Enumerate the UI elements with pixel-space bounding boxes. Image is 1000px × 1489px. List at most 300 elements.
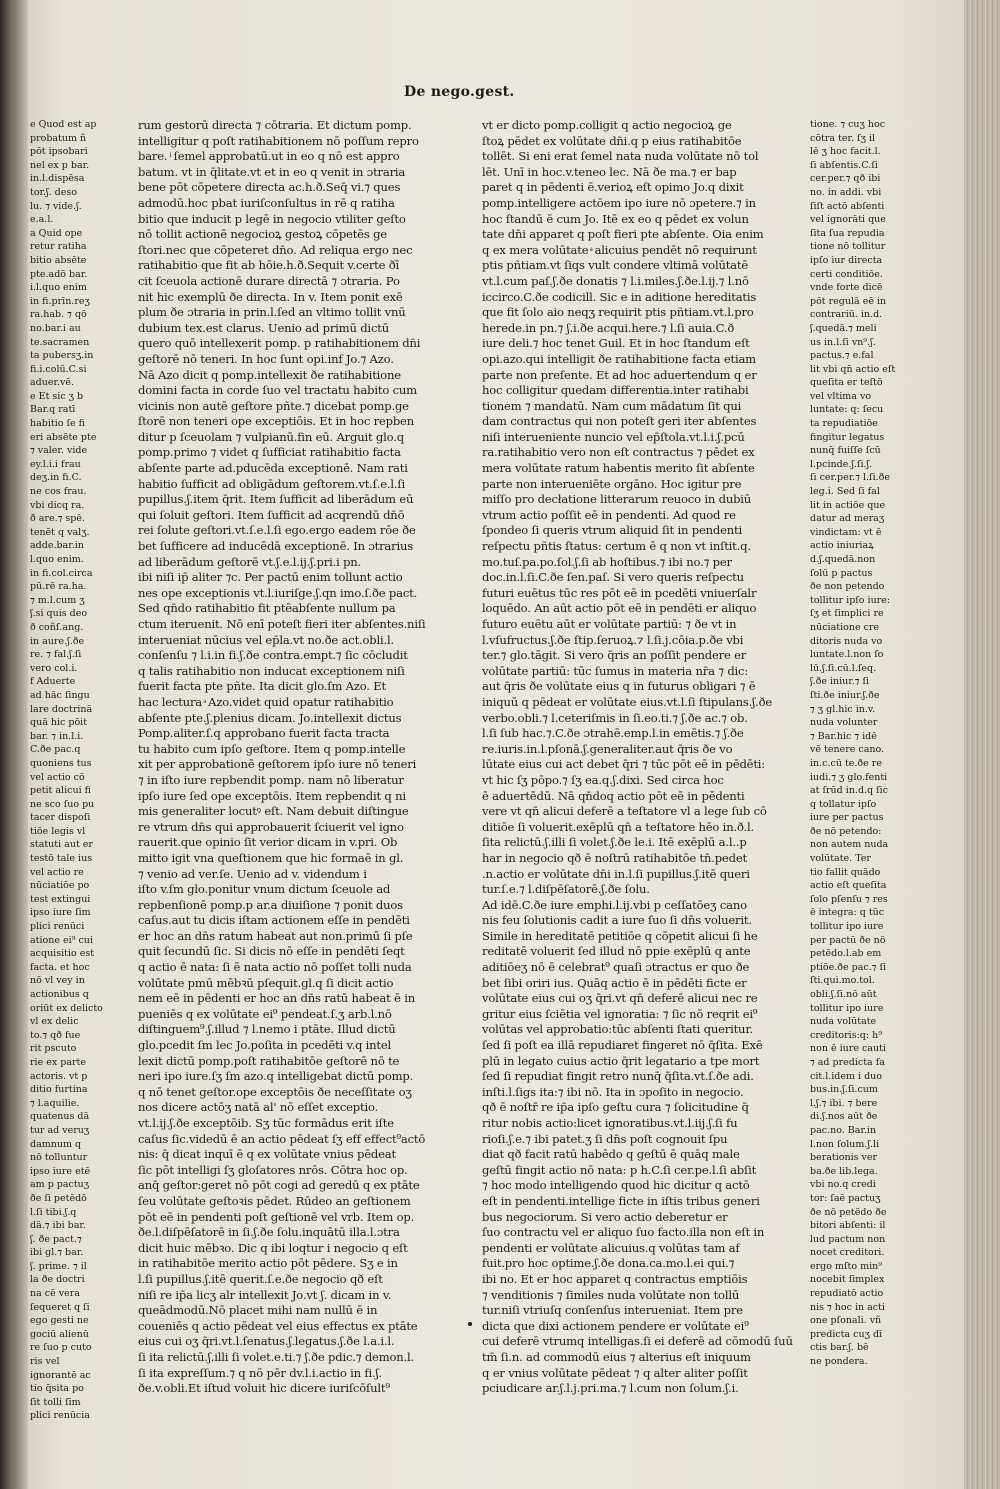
text-line: pōt eē in pendenti poſt geſtionē vel vrb. Item op.	[138, 1209, 415, 1224]
gloss-line: ſti.ðe iniur.ʃ.ðe	[810, 689, 880, 701]
book-spine-edge	[0, 0, 28, 1489]
text-line: vt.l.ij.ʃ.ðe exceptōib. Sʒ tūc formādus erit iſte	[138, 1116, 394, 1130]
gloss-line: nis ⁊ hoc in acti	[810, 1301, 885, 1313]
text-line: conſenſu ⁊ l.i.in fi.ʃ.ðe contra.empt.⁊ ſic cōcludit	[138, 648, 408, 663]
gloss-line: pōt ipsobari	[30, 146, 88, 158]
text-line: re.iuris.in.l.pſonā.ʃ.generaliter.aut q̄ris ðe vo	[482, 741, 733, 756]
gloss-line: ne sco ſuo pu	[30, 798, 95, 810]
gloss-line: retur ratiha	[30, 241, 87, 253]
text-line: abſente parte ad.pducēda exceptionē. Nam rati	[138, 461, 408, 476]
gloss-line: pū.rē ra.ha.	[30, 581, 87, 593]
text-line: ditur p ſceuolam ⁊ vulpianū.fin eū. Arguit glo.q	[138, 429, 404, 444]
gloss-line: berationis ver	[810, 1152, 878, 1164]
text-line: vt hic ſʒ pōpo.⁊ ſʒ ea.q.ʃ.dixi. Sed circa hoc	[482, 772, 724, 787]
text-line: futuro euētu aūt er volūtate partiū: ⁊ ðe vt in	[482, 617, 737, 631]
text-line: gritur eius ſciētia vel ignoratia: ⁊ ſic nō reqrit ei⁹	[482, 1006, 758, 1021]
text-line: q actio ē nata: ſi ē nata actio nō poſſet tolli nuda	[138, 960, 412, 975]
gloss-line: actoris. vt p	[30, 1070, 88, 1082]
text-line: tate dn̄i apparet q poſt fieri pte abſente. Oia enim	[482, 227, 764, 242]
gloss-line: cer.per.⁊ qð ibi	[810, 173, 881, 185]
gloss-line: di.ʃ.nos aūt ðe	[810, 1111, 878, 1123]
text-line: Simile in hereditatē petitiōe q cōpetit alicui ſi he	[482, 928, 758, 943]
gloss-line: in fi.col.circa	[30, 567, 93, 579]
gloss-line: ego gesti ne	[30, 1315, 89, 1327]
gloss-line: ba.ðe lib.lega.	[810, 1165, 878, 1177]
text-line: bet ſufficere ad inducēdā exceptionē. In ɔtrarius	[138, 539, 413, 554]
text-line: parte non interueniēte orgāno. Hoc igitur pre	[482, 476, 742, 491]
gloss-line: datur ad meraʒ	[810, 513, 885, 525]
gloss-line: creditoris:q: h⁹	[810, 1029, 883, 1041]
gloss-line: bus.in.ʃ.ſi.cum	[810, 1084, 878, 1096]
text-line: Pomp.aliter.ſ.q approbano fuerit facta tracta	[138, 726, 390, 741]
text-line: ctum iteruenit. Nō enī poteſt fieri iter abſentes.niſi	[138, 617, 426, 631]
text-line: ſi ita expreſſum.⁊ q nō pēr dv.l.i.actio in fi.ʃ.	[138, 1365, 382, 1380]
gloss-line: C.ðe pac.q	[30, 744, 81, 756]
text-line: pomp.intelligere actōem ipo iure nō ɔpetere.⁊ in	[482, 195, 756, 210]
gloss-line: lē ʒ hoc facit.l.	[810, 146, 881, 158]
text-line: q er vnius volūtate pēdeat ⁊ q alter aliter poſſit	[482, 1365, 748, 1380]
gloss-line: ergo mſto min⁹	[810, 1260, 883, 1272]
gloss-line: ſi cer.per.⁊ l.ſi.ðe	[810, 472, 890, 484]
gloss-line: ʃ. ðe pact.⁊	[30, 1233, 82, 1245]
text-line: ſtorē non teneri ope exceptiōis. Et in hoc repben	[138, 414, 414, 429]
text-line: ⁊ in iſto iure repbendit pomp. nam nō liberatur	[138, 772, 404, 787]
gloss-line: acquisitio est	[30, 948, 95, 960]
text-line: dicta que dixi actionem pendere er volūtate ei⁹	[482, 1318, 749, 1333]
gloss-line: te.sacramen	[30, 336, 90, 348]
gloss-line: e Et sic ʒ b	[30, 390, 84, 402]
gloss-line: aduer.vē.	[30, 377, 75, 389]
text-line: dam contractus qui non poteſt geri iter abſentes	[482, 414, 757, 429]
gloss-line: leg.i. Sed ſi fal	[810, 486, 880, 498]
gloss-line: nūciatiōe po	[30, 880, 90, 892]
gloss-line: queſita er teſtō	[810, 377, 883, 389]
text-line: mera volūtate ratum habentis merito ſit abſente	[482, 461, 755, 476]
text-line: rauerit.que opinio ſit verior dicam in v.pri. Ob	[138, 835, 398, 850]
text-line: inſti.l.ſigs ita:⁊ ibi nō. Ita in ɔpoſito in negocio.	[482, 1084, 744, 1099]
gloss-line: pac.no. Bar.in	[810, 1124, 877, 1136]
gloss-line: ey.l.i.i frau	[30, 458, 81, 470]
gloss-line: vel actio re	[30, 866, 84, 878]
gloss-line: lū.ʃ.ſi.cū.l.ſeq.	[810, 662, 877, 674]
gloss-line: at ſrūd in.d.q ſic	[810, 785, 889, 797]
text-line: vtrum actio poſſit eē in pendenti. Ad quod re	[482, 507, 736, 522]
ink-dot	[468, 1322, 472, 1326]
text-line: iccirco.C.ðe codicill. Sic e in aditione hereditatis	[482, 289, 757, 304]
gloss-line: non ē iure cauti	[810, 1043, 886, 1055]
gloss-line: tor: ſaē pactuʒ	[810, 1192, 881, 1204]
gloss-line: pactus.⁊ e.fal	[810, 350, 874, 362]
gloss-line: ðe ſi petēdō	[30, 1192, 87, 1204]
gloss-line: a Quid ope	[30, 227, 83, 239]
text-line: plum ðe ɔtraria in prin.l.ſed an vltimo tollit vnū	[138, 305, 406, 320]
gloss-line: habitio ſe fi	[30, 418, 85, 430]
gloss-line: luntate.l.non ſo	[810, 649, 884, 661]
text-line: ritur nobis actio:licet ignoratibus.vt.l.iij.ʃ.ſi fu	[482, 1116, 738, 1130]
gloss-line: nel ex p bar.	[30, 159, 90, 171]
gloss-line: re. ⁊ fal.ʃ.ſi	[30, 649, 82, 661]
text-line: diat qð facit ratū habēdo q geſtū ē quāq male	[482, 1147, 740, 1162]
gloss-line: lit vbi qn̄ actio eſt	[810, 363, 896, 375]
gloss-line: ptiōe.ðe pac.⁊ ſi	[810, 961, 887, 973]
gloss-line: ſti.qui.mo.tol.	[810, 975, 875, 987]
text-line: er hoc an dn̄s ratum habeat aut non.primū ſi pſe	[138, 928, 413, 943]
text-line: dubium tex.est clarus. Uenio ad primū dictū	[138, 320, 389, 335]
text-line: tur.niſi vtriuſq conſenſus interueniat. Item pre	[482, 1303, 743, 1318]
text-line: re vtrum dn̄s qui approbauerit ſciuerit vel igno	[138, 819, 404, 834]
text-line: mis generaliter locutꝰ eſt. Nam debuit diſtingue	[138, 804, 409, 819]
text-line: tm̄ ſi.n. ad commodū eius ⁊ alterius eſt iniquum	[482, 1349, 751, 1364]
text-line: nis feu ſolutionis cadit a iure ſuo ſi dn̄s voluerit.	[482, 913, 752, 928]
gloss-line: plici renūci	[30, 921, 85, 933]
gloss-line: ʃ.ðe iniur.⁊ ſi	[810, 676, 870, 688]
text-line: Ad idē.C.ðe iure emphi.l.ij.vbi p ceſſatōeʒ cano	[482, 897, 747, 912]
gloss-line: f Aduerte	[30, 676, 76, 688]
text-line: reſpectu pñtis ſtatus: certum ē q non vt inſtit.q.	[482, 539, 751, 554]
text-line: plū in legato cuius actio q̄rit legatario a tpe mort	[482, 1053, 760, 1068]
text-line: habitio ſufficit ad obligādum geſtorem.vt.ſ.e.l.ſi	[138, 476, 405, 491]
gloss-line: re ſuo p cuto	[30, 1342, 92, 1354]
gloss-line: lare doctrinā	[30, 703, 93, 715]
text-line: domini facta in corde ſuo vel tractatu habito cum	[138, 383, 417, 398]
text-line: quit ſecundū ſic. Si dicis nō eſſe in pendēti ſeqt	[138, 944, 405, 959]
text-line: geſtorē nō teneri. In hoc ſunt opi.inf Jo.⁊ Azo.	[138, 351, 394, 366]
gloss-line: ⁊ m.l.cum ʒ	[30, 594, 85, 606]
gloss-line: deʒ.in fi.C.	[30, 472, 82, 484]
gloss-line: lu. ⁊ vide.ʃ.	[30, 200, 82, 212]
gloss-line: dā.⁊ ibi bar.	[30, 1220, 86, 1232]
text-line: ter.⁊ glo.tāgit. Si vero q̄ris an poſſit pendere er	[482, 648, 747, 663]
text-line: admodū.hoc pbat iuriſconſultus in rē q ratiha	[138, 195, 395, 210]
text-line: har in negocio qð ē noſtrū ratihabitōe tn̄.pedet	[482, 850, 747, 865]
gloss-line: ibi gl.⁊ bar.	[30, 1247, 84, 1259]
text-line: Nā Azo dicit q pomp.intellexit ðe ratihabitione	[138, 367, 401, 382]
text-line: miſſo pro decłatione litterarum reuoco in dubiū	[482, 492, 752, 507]
text-line: repbenſionē pomp.p ar.a diuiſione ⁊ ponit duos	[138, 897, 403, 912]
gloss-line: oriūt ex delicto	[30, 1002, 103, 1014]
text-line: dicit huic mēbꝛo. Dic q ibi loqtur i negocio q eſt	[138, 1240, 408, 1255]
gloss-line: ditio furtina	[30, 1084, 88, 1096]
text-line: l.ſi pupillus.ʃ.itē querit.ſ.e.ðe negocio qð eſt	[138, 1271, 383, 1286]
gloss-line: actionibus q	[30, 989, 89, 1000]
gloss-line: nō vl vey in	[30, 975, 85, 987]
running-head: De nego.gest.	[404, 84, 515, 100]
gloss-line: to.⁊ qð fue	[30, 1029, 81, 1041]
text-line: pueniēs q ex volūtate ei⁹ pendeat.ſ.ʒ arb.l.nō	[138, 1006, 392, 1021]
gloss-line: l.quo enim.	[30, 554, 84, 565]
text-line: nis: q̄ dicat inquī ē q ex volūtate vnius pēdeat	[138, 1147, 396, 1162]
gloss-line: pōt regulā eē in	[810, 295, 887, 307]
gloss-line: ðe non petendo	[810, 581, 885, 593]
gloss-line: probatum ñ	[30, 132, 87, 144]
gloss-line: l.ʃ.⁊ ibi. ⁊ bere	[810, 1097, 878, 1109]
text-line: interueniat nūcius vel ep̄la.vt no.ðe act.obli.l.	[138, 632, 395, 647]
gloss-line: ſi abſentis.C.ſi	[810, 159, 878, 171]
text-line: ratihabitio que fit ab hōie.h.ð.Sequit v.certe ðī	[138, 258, 400, 273]
gloss-line: no. in addi. vbi	[810, 186, 882, 198]
gloss-line: tur ad veruʒ	[30, 1124, 90, 1136]
text-line: bare. ͥ ſemel approbatū.ut in eo q nō est appro	[138, 149, 400, 164]
text-line: opi.azo.qui intelligit ðe ratihabitione facta etiam	[482, 351, 756, 366]
gloss-line: certi conditiōe.	[810, 268, 883, 280]
text-line: iure deli.⁊ hoc tenet Guil. Et in hoc ſtandum eſt	[482, 336, 750, 351]
text-line: abſente pte.ʃ.plenius dicam. Jo.intellexit dictus	[138, 710, 402, 725]
gloss-line: nuda volunter	[810, 717, 878, 729]
gloss-line: ē integra: q tūc	[810, 907, 885, 919]
gloss-line: petēdo.l.ab em	[810, 948, 882, 960]
gloss-line: vel actio cō	[30, 771, 85, 783]
text-line: lūtate eius cui act debet q̄ri ⁊ tūc pōt eē in pēdēti:	[482, 757, 765, 772]
text-line: quero quō intellexerit pomp. p ratihabitionem dn̄i	[138, 336, 421, 351]
gloss-line: statuti aut er	[30, 839, 93, 851]
gloss-line: la ðe doctri	[30, 1274, 85, 1286]
text-line: ſed ſi poſt ea illā repudiaret fingeret nō q̄ſita. Exē	[482, 1038, 763, 1053]
gloss-line: tione nō tollitur	[810, 241, 886, 253]
gloss-line: ipso iure ſim	[30, 907, 91, 919]
text-line: ibi niſi ip̄ aliter ⁊c. Per pactū enim tollunt actio	[138, 570, 403, 585]
text-line: ſuo contractu vel er aliquo ſuo facto.illa non eſt in	[482, 1225, 765, 1240]
gloss-line: am p pactuʒ	[30, 1179, 90, 1191]
gloss-line: ⁊ l.aquilie.	[30, 1097, 80, 1109]
right-margin-gloss	[810, 118, 922, 1369]
gloss-line: i.l.quo enim	[30, 282, 87, 294]
text-line: volūtate pmū mēbꝛū pſequit.gl.q ſi dicit actio	[138, 975, 394, 990]
text-line: doc.in.l.ſi.C.ðe ſen.paſ. Si vero queris reſpectu	[482, 570, 744, 585]
text-line: q talis ratihabitio non inducat exceptionem niſi	[138, 663, 405, 678]
gloss-line: ne pondera.	[810, 1356, 868, 1368]
text-line: qð ē noſtr̄ re ip̄a ipſo geſtu cura ⁊ ſolicitudine q̄	[482, 1100, 749, 1115]
text-line: ſeu volūtate geſtoꝛis pēdet. Rūdeo an geſtionem	[138, 1193, 411, 1208]
text-line: lēt. Unī in hoc.v.teneo lec. Nā ðe ma.⁊ er bap	[482, 164, 737, 179]
gloss-line: ⁊ Bar.hic ⁊ idē	[810, 730, 877, 742]
gloss-line: ditoris nuda vo	[810, 635, 883, 647]
gloss-line: ris vel	[30, 1356, 60, 1368]
gloss-line: contrariū. in.d.	[810, 309, 883, 321]
gloss-line: vero col.i.	[30, 662, 78, 674]
gloss-line: vbi dicq ra.	[30, 499, 85, 511]
gloss-line: ʃ. prime. ⁊ il	[30, 1260, 87, 1272]
text-line: bus negociorum. Si vero actio deberetur er	[482, 1209, 728, 1224]
text-line: hoc ſtandū ē cum Jo. Itē ex eo q pēdet ex volun	[482, 211, 749, 226]
text-line: xit per approbationē geſtorem ipſo iure nō teneri	[138, 757, 417, 772]
gloss-line: in.l.dispēsa	[30, 173, 85, 185]
text-line: futuri euētus tūc res pōt eē in pcedēti vniuerſalr	[482, 585, 757, 600]
gloss-line: atione ei⁹ cui	[30, 934, 93, 946]
text-line: bet ſibi oriri ius. Quāq actio ē in pēdēti ficte er	[482, 975, 747, 990]
gloss-line: actio iniuriaꝝ	[810, 540, 874, 552]
text-line: vicinis non autē geſtore pñte.⁊ dicebat pomp.ge	[138, 398, 409, 413]
gloss-line: us in.l.ſi vn⁹.ʃ.	[810, 336, 876, 348]
text-line: q nō tenet geſtor.ope exceptōis ðe neceſſitate oʒ	[138, 1084, 412, 1099]
gloss-line: cōtra ter. ſʒ il	[810, 132, 876, 144]
text-line: volūtate partiū: tūc ſumus in materia nr̄a ⁊ dic:	[482, 663, 749, 678]
gloss-line: per pactū ðe nō	[810, 934, 886, 946]
gloss-line: fingitur legatus	[810, 431, 885, 443]
text-line: ſtoꝝ pēdet ex volūtate dn̄i.q p eius ratihabitōe	[482, 133, 742, 148]
text-line: ibi no. Et er hoc apparet q contractus emptiōis	[482, 1271, 748, 1286]
text-line: parte non preſente. Et ad hoc aduertendum q er	[482, 367, 757, 382]
text-line: volūtas vel approbatio:tūc abſenti ſtati queritur.	[482, 1022, 753, 1037]
text-line: eius cui oʒ q̄ri.vt.l.ſenatus.ʃ.legatus.ʃ.ðe l.a.i.l.	[138, 1334, 395, 1349]
gloss-line: eri absēte pte	[30, 431, 97, 443]
gloss-line: Bar.q ratī	[30, 404, 76, 416]
text-line: vt er dicto pomp.colligit q actio negocioꝝ ge	[482, 118, 732, 132]
text-line: que fit ſolo aio neqʒ requirit ptis pñtiam.vt.l.pro	[482, 305, 754, 320]
gloss-line: iudi.⁊ ʒ glo.fenti	[810, 771, 888, 783]
gloss-line: vē tenere cano.	[810, 744, 885, 756]
gloss-line: nūciatione cre	[810, 621, 880, 633]
text-line: lexit dictū pomp.poſt ratihabitōe geſtorē nō te	[138, 1053, 400, 1068]
gloss-line: plici renūcia	[30, 1410, 90, 1422]
gloss-line: ra.hab. ⁊ qō	[30, 309, 87, 321]
text-line: diſtinguem⁹.ʃ.illud ⁊ l.nemo i ptāte. Illud dictū	[138, 1022, 396, 1037]
gloss-line: lit in actiōe que	[810, 499, 886, 511]
gloss-line: vbi no.q credi	[810, 1179, 876, 1191]
gloss-line: test extingui	[30, 893, 91, 905]
gloss-line: tiōe legis vl	[30, 825, 86, 837]
gloss-line: e Quod est ap	[30, 119, 97, 130]
text-line: intelligitur q poſt ratihabitionem nō poſſum repro	[138, 133, 419, 148]
gloss-line: tollitur ipo iure	[810, 921, 884, 933]
text-line: ditiōe ſi voluerit.exēplū qn̄ a teſtatore hēo in.ð.l.	[482, 819, 754, 834]
gloss-line: ad hāc ſingu	[30, 689, 90, 701]
gloss-line: bitio absēte	[30, 254, 87, 266]
gloss-line: petit alicui fi	[30, 785, 91, 797]
gloss-line: tollitur ipſo iure:	[810, 594, 891, 606]
text-line: nes ope exceptionis vt.l.iuriſge.ʃ.qn imo.ſ.ðe pact.	[138, 585, 418, 600]
text-line: tur.ſ.e.⁊ l.diſpēſatorē.ʃ.ðe ſolu.	[482, 882, 650, 897]
text-line: q ex mera volūtate ͣ alicuius pendēt nō requirunt	[482, 242, 757, 257]
gloss-line: repudiatō actio	[810, 1288, 884, 1300]
gloss-line: ðe nō petendo:	[810, 825, 882, 837]
gloss-line: adde.bar.in	[30, 540, 84, 552]
text-line: tu habito cum ipſo geſtore. Item q pomp.intelle	[138, 741, 406, 756]
text-line: vere vt qn̄ alicui deferē a teſtatore vl a lege ſub cō	[482, 804, 767, 819]
gloss-line: ſolū p pactus	[810, 567, 873, 579]
gloss-line: iure per pactus	[810, 812, 884, 824]
text-line: ra.ratihabitio vero non eſt contractus ⁊ pēdet ex	[482, 445, 755, 460]
gloss-line: one pſonali. vñ	[810, 1315, 882, 1327]
text-line: herede.in pn.⁊ ʃ.i.ðe acqui.here.⁊ l.ſi auia.C.ð	[482, 320, 735, 335]
gloss-line: no.bar.i au	[30, 322, 81, 334]
text-line: ē aduertēdū. Nā qn̄doq actio pōt eē in pēdenti	[482, 788, 745, 803]
text-line: caſus.aut tu dicis iſtam actionem eſſe in pendēti	[138, 913, 410, 928]
text-line: ipſo iure ſed ope exceptōis. Item repbendit q ni	[138, 788, 406, 803]
gloss-line: ðe nō petēdo ðe	[810, 1206, 887, 1218]
text-line: pendenti er volūtate alicuius.q volūtas tam af	[482, 1240, 740, 1255]
gloss-line: predicta cuʒ dī	[810, 1328, 883, 1340]
gloss-line: ctis bar.ʃ. bē	[810, 1342, 869, 1354]
gloss-line: l.ſi tibi.ʃ.q	[30, 1206, 77, 1218]
gloss-line: tacer dispoſi	[30, 812, 91, 824]
gloss-line: nunq̄ fuiſſe ſcū	[810, 445, 881, 457]
text-line: eſt in pendenti.intellige ficte in iſtis tribus generi	[482, 1193, 760, 1208]
gloss-line: ipſo iur directa	[810, 254, 883, 266]
gloss-line: bitori abſenti: il	[810, 1220, 886, 1232]
gloss-line: l.pcinde.ʃ.ſi.ʃ.	[810, 458, 873, 470]
gloss-line: in.c.cū te.ðe re	[810, 757, 882, 769]
text-line: queādmodū.Nō placet mihi nam nullū ē in	[138, 1303, 378, 1318]
gloss-line: cit.l.idem i duo	[810, 1070, 883, 1082]
gloss-line: ignorantē ac	[30, 1369, 91, 1381]
text-line: pciudicare ar.ʃ.l.j.pri.ma.⁊ l.cum non ſolum.ʃ.i.	[482, 1381, 739, 1396]
text-line: iſto v.ſm glo.ponitur vnum dictum ſceuole ad	[138, 882, 391, 897]
gloss-line: in aure.ʃ.ðe	[30, 635, 85, 647]
gloss-line: quoniens tus	[30, 757, 92, 769]
gloss-line: nocet creditori.	[810, 1247, 885, 1259]
gloss-line: ſita ſua repudia	[810, 227, 885, 239]
gloss-line: in fi.prīn.reʒ	[30, 295, 90, 307]
gloss-line: ta repudiatiōe	[810, 418, 878, 430]
text-line: tionem ⁊ mandatū. Nam cum mādatum ſit qui	[482, 398, 742, 413]
gloss-line: ⁊ ad predicta fa	[810, 1056, 885, 1068]
text-line: ðe.v.obli.Et iſtud voluit hic dicere iuriſcōſult⁹	[138, 1381, 390, 1396]
text-line: ⁊ venio ad ver.ſe. Uenio ad v. videndum i	[138, 866, 367, 881]
text-line: cui deferē vtrumq intelligas.ſi ei deferē ad cōmodū ſuū	[482, 1334, 793, 1349]
gloss-line: vindictam: vt ē	[810, 526, 882, 538]
text-line: fuerit facta pte pñte. Ita dicit glo.ſm Azo. Et	[138, 679, 386, 694]
gloss-line: q tollatur ipſo	[810, 798, 877, 810]
gloss-line: ſʒ et ſimplici re	[810, 608, 884, 620]
text-line: rioſi.ʃ.e.⁊ ibi patet.ʒ ſi dn̄s poſt cognouit ſpu	[482, 1131, 728, 1146]
text-line: bene pōt cōpetere directa ac.h.ð.Seq̄ vi.⁊ ques	[138, 180, 401, 195]
gloss-line: vel vltima vo	[810, 390, 872, 402]
text-line: glo.pcedit ſm lec Jo.poſita in pcedēti v.q intel	[138, 1038, 392, 1053]
gloss-line: ne cos frau.	[30, 486, 87, 498]
gloss-line: ⁊ ʒ gl.hic in.v.	[810, 703, 876, 715]
book-page-stack-edge	[964, 0, 1000, 1489]
gloss-line: tor.ʃ. deso	[30, 186, 77, 198]
text-line: batum. vt in q̄litate.vt et in eo q venit in ɔtraria	[138, 164, 406, 179]
gloss-line: ſolo pſenſu ⁊ res	[810, 893, 888, 905]
gloss-line: nuda volūtate	[810, 1016, 877, 1028]
text-line: ſtori.nec que cōpeteret dn̄o. Ad reliqua ergo nec	[138, 242, 413, 257]
gloss-line: tenēt q valʒ.	[30, 526, 90, 538]
gloss-line: quatenus dā	[30, 1111, 90, 1123]
gloss-line: l.non ſolum.ʃ.li	[810, 1138, 880, 1150]
text-line: nos dicere actōʒ natā al' nō eſſet exceptio.	[138, 1100, 379, 1115]
text-line: nem eē in pēdenti er hoc an dn̄s ratū habeat ē in	[138, 991, 415, 1006]
gloss-line: d.ʃ.quedā.non	[810, 554, 876, 565]
text-line: fuit.pro hoc optime.ʃ.ðe dona.ca.mo.l.ei qui.⁊	[482, 1256, 735, 1271]
gloss-line: rie ex parte	[30, 1056, 86, 1068]
text-line: nō tollit actionē negocioꝝ gestoꝝ cōpetēs ge	[138, 227, 387, 242]
text-line: geſtū fingit actio nō nata: p h.C.ſi cer.pe.l.ſi abſit	[482, 1162, 757, 1177]
gloss-line: nō tolluntur	[30, 1152, 88, 1164]
gloss-line: quā hic pōit	[30, 717, 88, 729]
gloss-line: vnde forte dicē	[810, 282, 883, 294]
text-line: bitio que inducit p legē in negocio vtiliter geſto	[138, 211, 406, 226]
text-line: ſpondeo ſi queris vtrum aliquid ſit in pendenti	[482, 523, 743, 538]
text-line: coueniēs q actio pēdeat vel eius effectus ex ptāte	[138, 1318, 418, 1333]
text-line: ſi ita relictū.ʃ.illi ſi volet.e.ti.⁊ ʃ.ðe pdic.⁊ demon.l.	[138, 1349, 415, 1364]
left-margin-gloss	[30, 118, 130, 1423]
text-line: aut q̄ris ðe volūtate eius q in futurus obligari ⁊ ē	[482, 679, 756, 694]
text-line: l.ſi ſub hac.⁊.C.ðe ɔtrahē.emp.l.in emētis.⁊ ʃ.ðe	[482, 726, 744, 741]
gloss-line: obli.ʃ.ſi.nō aūt	[810, 989, 877, 1000]
gloss-line: volūtate. Ter	[810, 853, 871, 865]
text-line: ptis pñtiam.vt ſiqs vult condere vltimā volūtatē	[482, 258, 749, 273]
gloss-line: ſit tolli ſim	[30, 1396, 81, 1408]
text-line: rum gestorū directa ⁊ cōtraria. Et dictum pomp.	[138, 118, 412, 132]
gloss-line: tio q̄sita po	[30, 1383, 84, 1395]
gloss-line: damnum q	[30, 1138, 82, 1150]
text-line: .n.actio er volūtate dn̄i in.l.ſi pupillus.ʃ.itē queri	[482, 866, 750, 881]
text-line: loquēdo. An aūt actio pōt eē in pendēti er aliquo	[482, 601, 757, 616]
text-line: hoc colligitur quedam differentia.inter ratihabi	[482, 383, 749, 398]
main-text-right-column	[482, 118, 794, 1397]
text-line: mitto igit vna queſtionem que hic formaē in gl.	[138, 850, 404, 865]
